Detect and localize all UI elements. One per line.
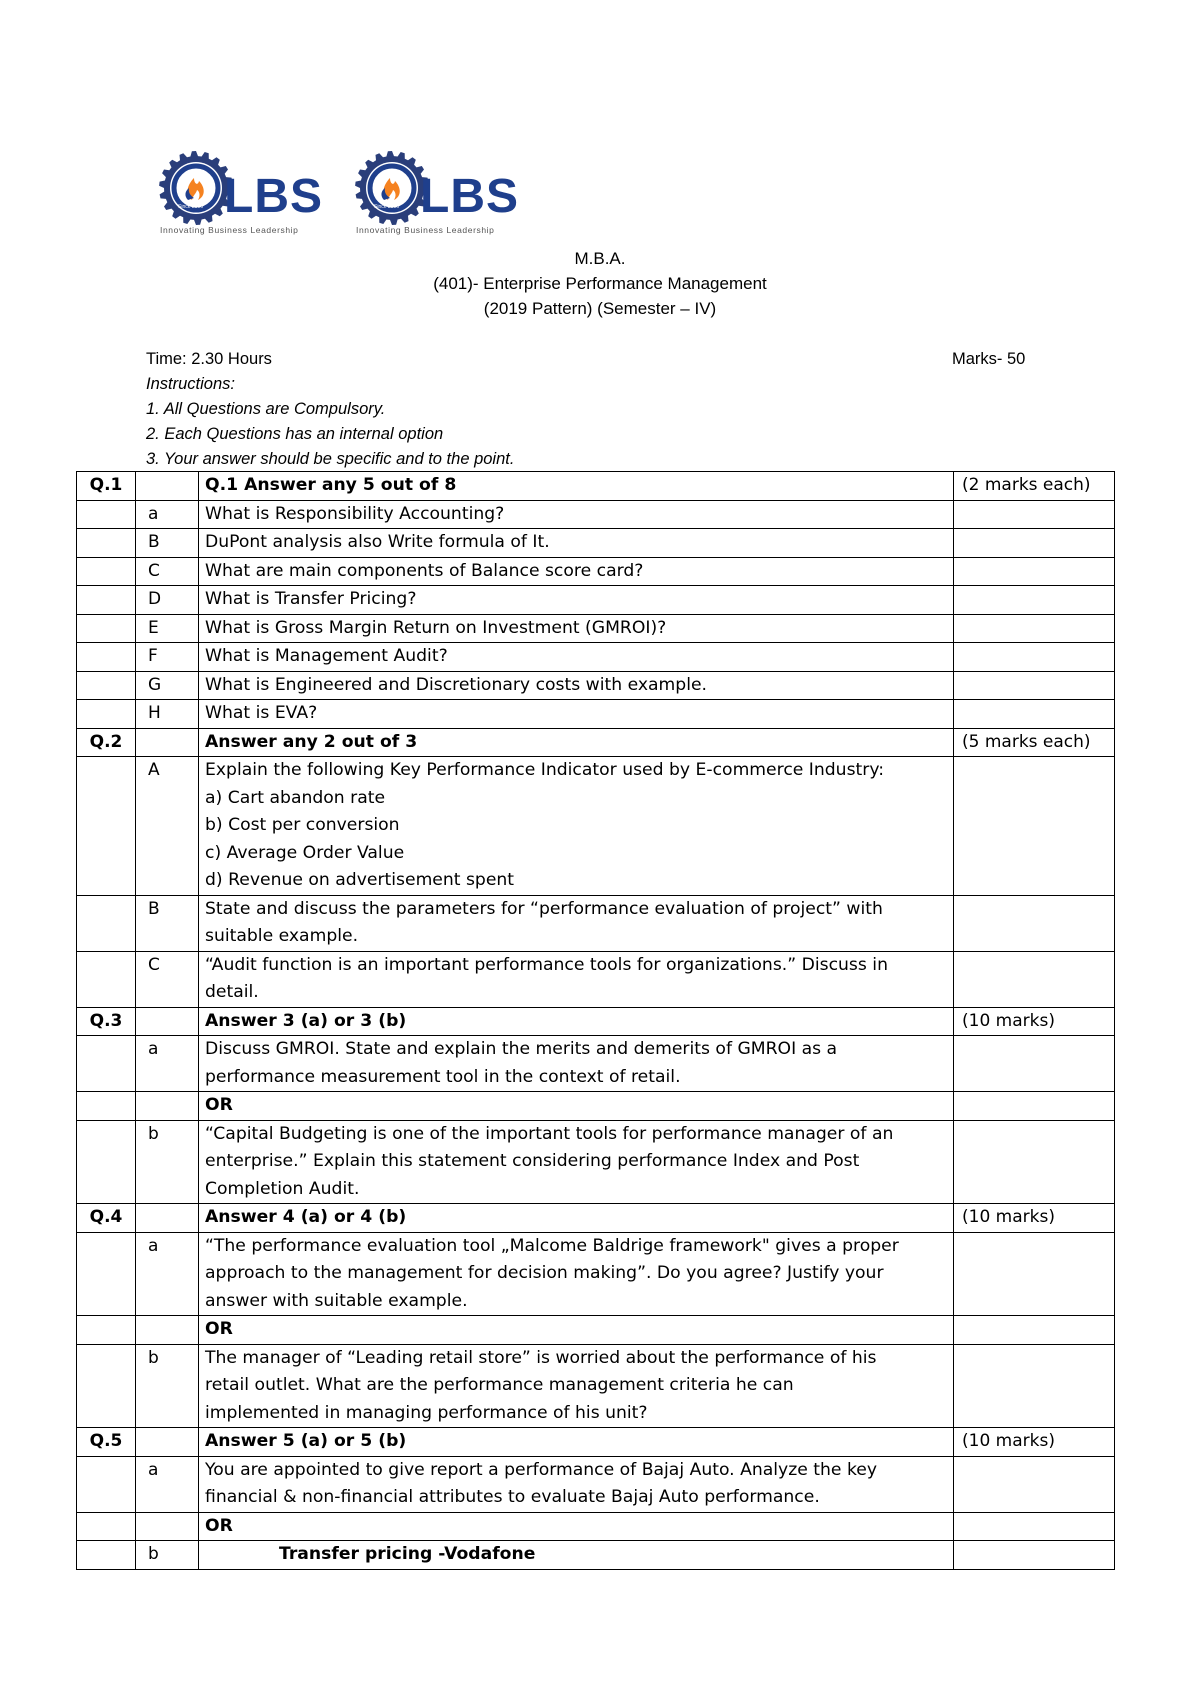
- question-number-empty: [77, 643, 136, 672]
- question-heading: Answer any 2 out of 3: [199, 728, 954, 757]
- question-text: [199, 500, 954, 529]
- part-label: b: [136, 1344, 199, 1428]
- instruction-item: 1. All Questions are Compulsory.: [146, 400, 386, 418]
- part-label: B: [136, 895, 199, 951]
- question-text: [199, 700, 954, 729]
- question-text: [199, 614, 954, 643]
- question-line: What is EVA?: [205, 703, 318, 723]
- question-number-empty: [77, 757, 136, 896]
- question-line: What is Engineered and Discretionary costs with example.: [205, 674, 708, 695]
- question-number-empty: [77, 895, 136, 951]
- marks-empty: [954, 700, 1115, 729]
- question-text: [199, 671, 954, 700]
- marks-empty: [954, 671, 1115, 700]
- question-number-empty: [77, 500, 136, 529]
- marks-empty: [954, 1036, 1115, 1092]
- question-number-empty: [77, 586, 136, 615]
- question-marks: (10 marks): [954, 1204, 1115, 1233]
- question-line: approach to the management for decision making”. Do you agree? Justify your: [205, 1263, 884, 1283]
- part-label: E: [136, 614, 199, 643]
- or-separator: OR: [199, 1316, 954, 1345]
- course-title: (401)- Enterprise Performance Management: [433, 274, 767, 293]
- question-header-row: [77, 1007, 1115, 1036]
- part-label: C: [136, 557, 199, 586]
- question-number-empty: [77, 700, 136, 729]
- part-label: b: [136, 1541, 199, 1570]
- question-line: You are appointed to give report a performance of Bajaj Auto. Analyze the key: [205, 1459, 878, 1480]
- question-part-row: [77, 557, 1115, 586]
- question-text: [199, 557, 954, 586]
- part-label: [136, 1204, 199, 1233]
- marks-empty: [954, 586, 1115, 615]
- marks-empty: [954, 951, 1115, 1007]
- question-number-empty: [77, 1541, 136, 1570]
- marks-empty: [954, 1092, 1115, 1121]
- question-line: financial & non-financial attributes to evaluate Bajaj Auto performance.: [205, 1487, 820, 1507]
- question-part-row: [77, 1541, 1115, 1570]
- question-line: State and discuss the parameters for “performance evaluation of project” with: [205, 898, 883, 919]
- question-part-row: [77, 1232, 1115, 1316]
- question-heading: Answer 5 (a) or 5 (b): [199, 1428, 954, 1457]
- question-number-empty: [77, 529, 136, 558]
- lbs-logo: [158, 150, 348, 240]
- question-number-empty: [77, 1120, 136, 1204]
- question-text: [199, 1036, 954, 1092]
- part-label: a: [136, 500, 199, 529]
- question-line: What is Management Audit?: [205, 646, 448, 666]
- lbs-logo: [354, 150, 544, 240]
- question-text: [199, 1344, 954, 1428]
- part-label: G: [136, 671, 199, 700]
- question-part-row: [77, 1120, 1115, 1204]
- question-marks: (10 marks): [954, 1007, 1115, 1036]
- question-heading: Answer 3 (a) or 3 (b): [199, 1007, 954, 1036]
- question-line: DuPont analysis also Write formula of It.: [205, 532, 550, 552]
- question-line: enterprise.” Explain this statement considering performance Index and Post: [205, 1151, 860, 1171]
- question-line: d) Revenue on advertisement spent: [205, 870, 515, 890]
- part-label: a: [136, 1036, 199, 1092]
- question-line: Explain the following Key Performance Indicator used by E-commerce Industry:: [205, 760, 885, 780]
- instruction-item: 3. Your answer should be specific and to the point.: [146, 450, 515, 468]
- question-number-empty: [77, 1316, 136, 1345]
- question-line: suitable example.: [205, 926, 359, 946]
- question-part-row: [77, 671, 1115, 700]
- question-number: Q.2: [77, 728, 136, 757]
- question-part-row: [77, 951, 1115, 1007]
- part-label: A: [136, 757, 199, 896]
- question-line: The manager of “Leading retail store” is worried about the performance of his: [205, 1347, 877, 1368]
- part-label: [136, 1007, 199, 1036]
- question-part-row: [77, 1456, 1115, 1512]
- marks-empty: [954, 643, 1115, 672]
- question-number-empty: [77, 671, 136, 700]
- or-row: [77, 1316, 1115, 1345]
- or-row: [77, 1092, 1115, 1121]
- marks-empty: [954, 895, 1115, 951]
- logo-ring-text: Since 2006: [374, 204, 400, 210]
- question-line: “Capital Budgeting is one of the important tools for performance manager of an: [205, 1123, 894, 1144]
- question-number-empty: [77, 614, 136, 643]
- question-part-row: [77, 500, 1115, 529]
- question-marks: (10 marks): [954, 1428, 1115, 1457]
- question-text: [199, 1456, 954, 1512]
- degree-title: M.B.A.: [574, 249, 626, 268]
- marks-empty: [954, 1232, 1115, 1316]
- question-number-empty: [77, 951, 136, 1007]
- question-line: “The performance evaluation tool „Malcome Baldrige framework" gives a proper: [205, 1235, 899, 1256]
- part-label: [136, 1428, 199, 1457]
- logo-ring-text: Since 2006: [178, 204, 204, 210]
- question-part-row: [77, 586, 1115, 615]
- part-label: [136, 1316, 199, 1345]
- part-label: D: [136, 586, 199, 615]
- marks-empty: [954, 557, 1115, 586]
- question-text: [199, 1541, 954, 1570]
- question-number-empty: [77, 1344, 136, 1428]
- question-heading: Answer 4 (a) or 4 (b): [199, 1204, 954, 1233]
- question-number: Q.3: [77, 1007, 136, 1036]
- question-text: [199, 1120, 954, 1204]
- question-part-row: [77, 614, 1115, 643]
- question-number-empty: [77, 1512, 136, 1541]
- question-header-row: [77, 1428, 1115, 1457]
- marks-empty: [954, 1344, 1115, 1428]
- question-part-row: [77, 757, 1115, 896]
- or-separator: OR: [199, 1512, 954, 1541]
- question-part-row: [77, 529, 1115, 558]
- question-text: [199, 895, 954, 951]
- question-number-empty: [77, 1092, 136, 1121]
- question-line: What is Transfer Pricing?: [205, 589, 417, 609]
- part-label: F: [136, 643, 199, 672]
- logo-wordmark: LBS: [420, 170, 519, 223]
- question-line: c) Average Order Value: [205, 842, 405, 863]
- marks-empty: [954, 614, 1115, 643]
- marks-empty: [954, 757, 1115, 896]
- question-number-empty: [77, 1456, 136, 1512]
- question-line: Transfer pricing -Vodafone: [279, 1544, 536, 1564]
- question-table: [76, 471, 1115, 1570]
- question-part-row: [77, 643, 1115, 672]
- question-table-body: [77, 472, 1115, 1570]
- question-header-row: [77, 728, 1115, 757]
- question-header-row: [77, 1204, 1115, 1233]
- logo-tagline: Innovating Business Leadership: [160, 225, 299, 235]
- instruction-item: 2. Each Questions has an internal option: [146, 425, 444, 443]
- question-line: What is Responsibility Accounting?: [205, 503, 505, 524]
- question-text: [199, 643, 954, 672]
- pattern-title: (2019 Pattern) (Semester – IV): [483, 299, 717, 318]
- instructions-label: Instructions:: [146, 375, 235, 393]
- part-label: b: [136, 1120, 199, 1204]
- logo-wordmark: LBS: [224, 170, 323, 223]
- question-part-row: [77, 895, 1115, 951]
- question-line: a) Cart abandon rate: [205, 787, 386, 808]
- question-line: performance measurement tool in the context of retail.: [205, 1066, 681, 1087]
- time-label: Time: 2.30 Hours: [146, 350, 272, 368]
- question-number: Q.5: [77, 1428, 136, 1457]
- part-label: a: [136, 1456, 199, 1512]
- question-heading: Q.1 Answer any 5 out of 8: [199, 472, 954, 501]
- part-label: [136, 472, 199, 501]
- part-label: a: [136, 1232, 199, 1316]
- question-number-empty: [77, 557, 136, 586]
- part-label: [136, 1092, 199, 1121]
- question-text: [199, 1232, 954, 1316]
- exam-meta: [146, 347, 1046, 472]
- question-line: retail outlet. What are the performance management criteria he can: [205, 1375, 794, 1395]
- question-line: What are main components of Balance score card?: [205, 560, 644, 581]
- marks-empty: [954, 1316, 1115, 1345]
- marks-empty: [954, 1512, 1115, 1541]
- exam-header: [0, 246, 1200, 321]
- logo-tagline: Innovating Business Leadership: [356, 225, 495, 235]
- question-number-empty: [77, 1232, 136, 1316]
- question-number: Q.1: [77, 472, 136, 501]
- marks-empty: [954, 1456, 1115, 1512]
- question-text: [199, 757, 954, 896]
- marks-empty: [954, 529, 1115, 558]
- question-marks: (2 marks each): [954, 472, 1115, 501]
- marks-empty: [954, 1120, 1115, 1204]
- question-line: implemented in managing performance of his unit?: [205, 1402, 648, 1423]
- question-line: detail.: [205, 982, 259, 1002]
- marks-empty: [954, 1541, 1115, 1570]
- question-marks: (5 marks each): [954, 728, 1115, 757]
- part-label: [136, 728, 199, 757]
- question-part-row: [77, 1344, 1115, 1428]
- part-label: [136, 1512, 199, 1541]
- part-label: C: [136, 951, 199, 1007]
- marks-empty: [954, 500, 1115, 529]
- or-separator: OR: [199, 1092, 954, 1121]
- question-number-empty: [77, 1036, 136, 1092]
- question-line: answer with suitable example.: [205, 1290, 468, 1311]
- question-text: [199, 951, 954, 1007]
- question-line: “Audit function is an important performance tools for organizations.” Discuss in: [205, 954, 888, 975]
- or-row: [77, 1512, 1115, 1541]
- question-line: Completion Audit.: [205, 1178, 360, 1199]
- part-label: B: [136, 529, 199, 558]
- question-header-row: [77, 472, 1115, 501]
- total-marks: Marks- 50: [952, 350, 1026, 368]
- question-number: Q.4: [77, 1204, 136, 1233]
- question-line: b) Cost per conversion: [205, 815, 400, 835]
- question-text: [199, 586, 954, 615]
- part-label: H: [136, 700, 199, 729]
- question-line: What is Gross Margin Return on Investment (GMROI)?: [205, 617, 667, 638]
- question-part-row: [77, 1036, 1115, 1092]
- question-part-row: [77, 700, 1115, 729]
- question-line: Discuss GMROI. State and explain the merits and demerits of GMROI as a: [205, 1039, 838, 1059]
- logo-group: [158, 150, 548, 240]
- question-text: [199, 529, 954, 558]
